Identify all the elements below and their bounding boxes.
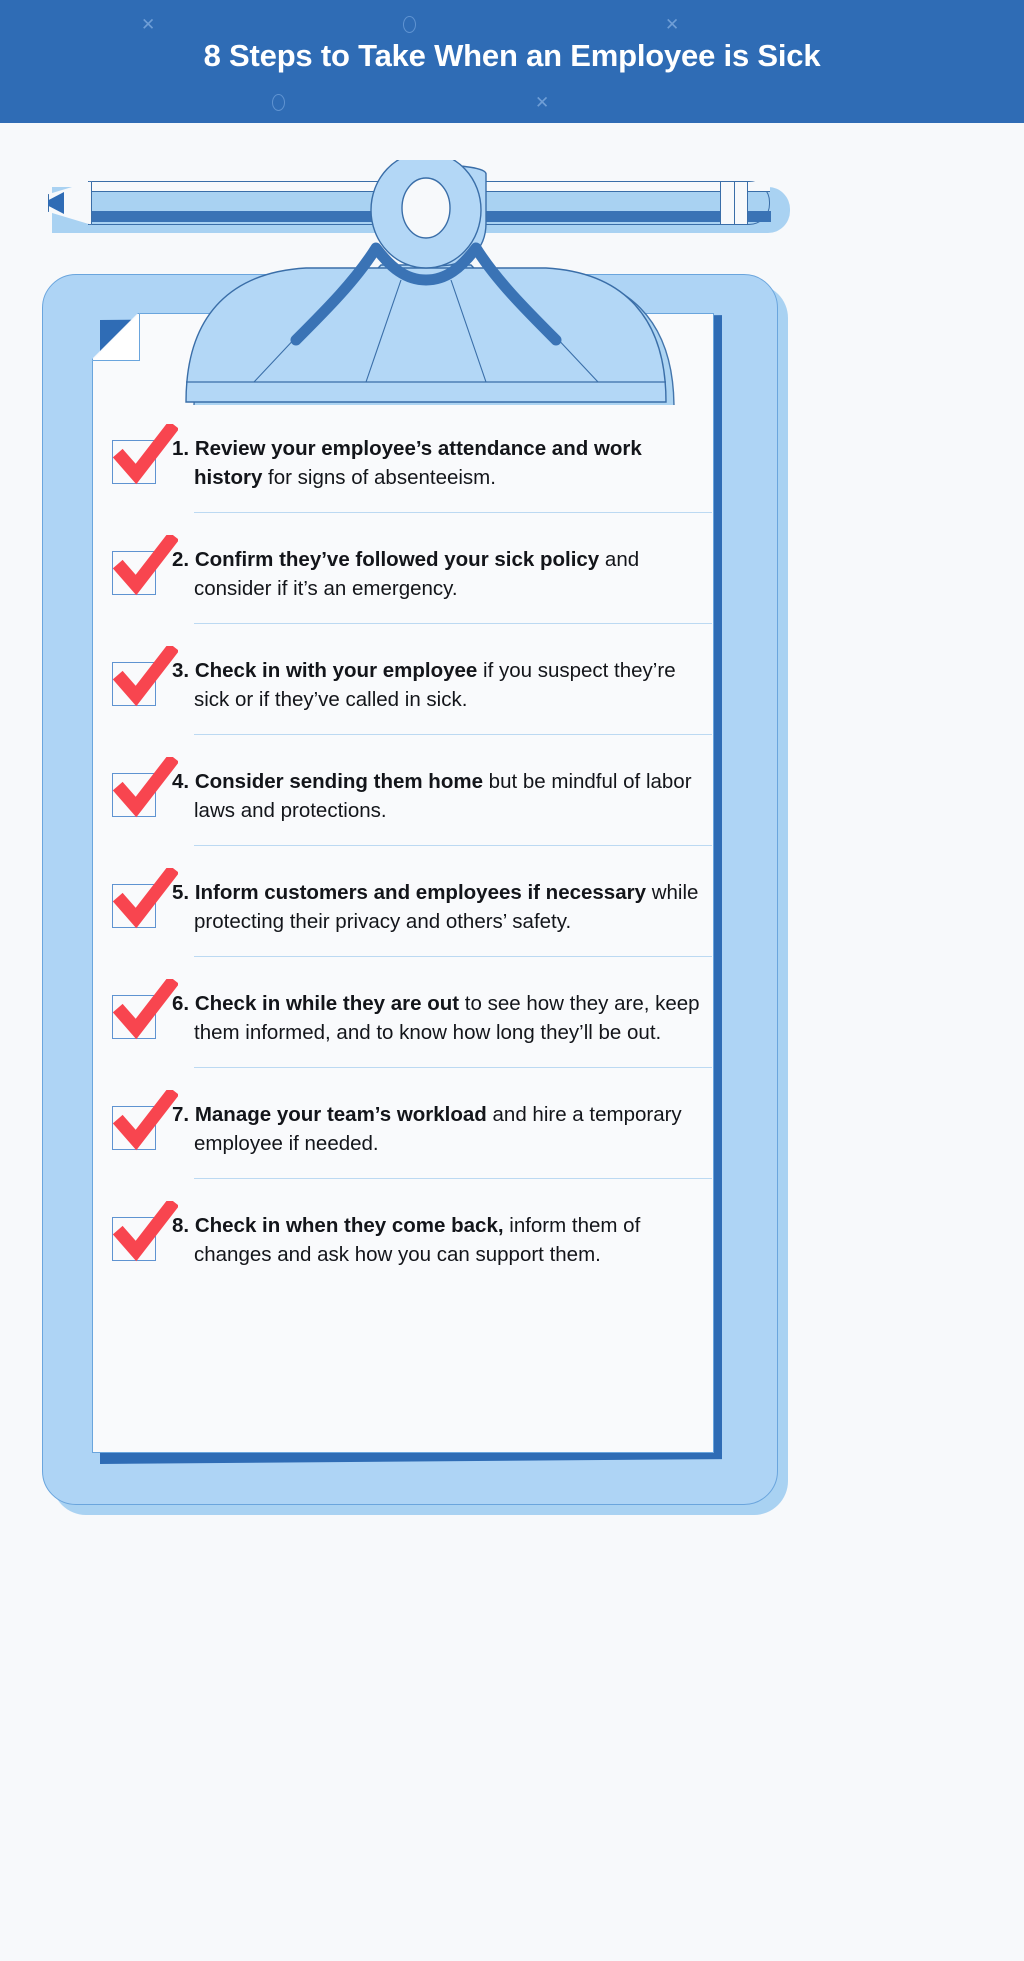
checkbox-3[interactable] <box>108 648 170 706</box>
checkbox-7[interactable] <box>108 1092 170 1150</box>
divider <box>194 512 712 513</box>
list-item-bold: Manage your team’s workload <box>194 1103 487 1126</box>
divider <box>194 623 712 624</box>
list-item-bold: Confirm they’ve followed your sick policy <box>194 548 600 571</box>
list-item <box>108 864 708 936</box>
list-item-text <box>172 1197 708 1269</box>
checklist <box>108 420 708 1269</box>
list-item-bold: Check in with your employee <box>194 659 478 682</box>
list-item-rest: but be mindful of labor laws and protections. <box>194 770 692 822</box>
list-item <box>108 1086 708 1158</box>
list-item-number: 1. <box>172 437 190 460</box>
divider <box>194 734 712 735</box>
header-banner <box>0 0 1024 123</box>
list-item-text <box>172 642 708 714</box>
deco-circle-icon-2 <box>272 94 285 111</box>
checkmark-icon <box>112 757 178 823</box>
list-item-number: 6. <box>172 992 190 1015</box>
divider <box>194 1067 712 1068</box>
list-item-bold: Check in when they come back, <box>194 1214 504 1237</box>
list-item-rest: and hire a temporary employee if needed. <box>194 1103 682 1155</box>
list-item-rest: inform them of changes and ask how you can support them. <box>194 1214 641 1266</box>
list-item-text <box>172 753 708 825</box>
list-item <box>108 642 708 714</box>
divider <box>194 1178 712 1179</box>
list-item-text <box>172 531 708 603</box>
list-item-number: 2. <box>172 548 190 571</box>
deco-x-icon-3: ✕ <box>535 93 550 112</box>
list-item <box>108 1197 708 1269</box>
pencil-ferrule-line <box>734 182 735 224</box>
checkmark-icon <box>112 979 178 1045</box>
checkmark-icon <box>112 646 178 712</box>
checkmark-icon <box>112 535 178 601</box>
list-item <box>108 975 708 1047</box>
list-item-rest: while protecting their privacy and others’ safety. <box>194 881 699 933</box>
checkbox-8[interactable] <box>108 1203 170 1261</box>
list-item <box>108 531 708 603</box>
list-item-rest: and consider if it’s an emergency. <box>194 548 640 600</box>
list-item-text <box>172 1086 708 1158</box>
list-item-number: 5. <box>172 881 190 904</box>
list-item-number: 3. <box>172 659 190 682</box>
divider <box>194 956 712 957</box>
checkbox-5[interactable] <box>108 870 170 928</box>
list-item-number: 4. <box>172 770 190 793</box>
checkmark-icon <box>112 868 178 934</box>
clipboard-clip-icon <box>176 160 676 405</box>
checkbox-6[interactable] <box>108 981 170 1039</box>
pencil-tip <box>48 181 92 225</box>
list-item <box>108 753 708 825</box>
checkmark-icon <box>112 1090 178 1156</box>
checkbox-1[interactable] <box>108 426 170 484</box>
list-item-text <box>172 420 708 492</box>
list-item-number: 7. <box>172 1103 190 1126</box>
deco-x-icon-1: ✕ <box>141 15 156 34</box>
list-item-rest: for signs of absenteeism. <box>262 466 496 489</box>
deco-x-icon-2: ✕ <box>665 15 680 34</box>
list-item-bold: Check in while they are out <box>194 992 460 1015</box>
list-item-bold: Review your employee’s attendance and work history <box>194 437 642 489</box>
list-item-bold: Consider sending them home <box>194 770 483 793</box>
checkmark-icon <box>112 1201 178 1267</box>
clip-hole <box>402 178 450 238</box>
list-item-rest: if you suspect they’re sick or if they’ve called in sick. <box>194 659 676 711</box>
divider <box>194 845 712 846</box>
list-item-text <box>172 975 708 1047</box>
list-item-text <box>172 864 708 936</box>
deco-circle-icon-1 <box>403 16 416 33</box>
list-item-rest: to see how they are, keep them informed, and to know how long they’ll be out. <box>194 992 700 1044</box>
checkbox-4[interactable] <box>108 759 170 817</box>
list-item <box>108 420 708 492</box>
list-item-number: 8. <box>172 1214 190 1237</box>
list-item-bold: Inform customers and employees if necessary <box>194 881 646 904</box>
checkmark-icon <box>112 424 178 490</box>
page-title: 8 Steps to Take When an Employee is Sick <box>203 38 821 73</box>
checkbox-2[interactable] <box>108 537 170 595</box>
